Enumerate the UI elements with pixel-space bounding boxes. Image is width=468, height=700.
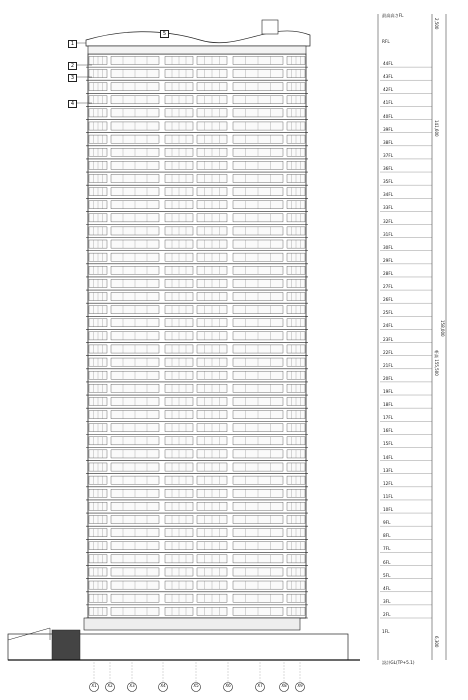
floor-level-label: 30FL <box>383 244 394 250</box>
floor-level-label: 28FL <box>383 270 394 276</box>
floor-level-label: 37FL <box>383 152 394 158</box>
floor-level-label: 33FL <box>383 205 394 211</box>
rooftop-crown <box>86 20 310 54</box>
floor-level-label: 44FL <box>383 61 394 67</box>
dimension-bottom-span: 6,300 <box>434 636 439 648</box>
level-ground: 1FL <box>382 629 390 634</box>
floor-level-label: 31FL <box>383 231 394 237</box>
floor-level-label: 38FL <box>383 139 394 145</box>
callout-tag: 4 <box>68 100 77 108</box>
floor-level-label: 40FL <box>383 113 394 119</box>
dimension-top-span: 2,500 <box>434 18 439 30</box>
floor-level-label: 17FL <box>383 415 394 421</box>
floor-level-label: 35FL <box>383 179 394 185</box>
floor-level-label: 4FL <box>383 585 391 591</box>
floor-level-label: 27FL <box>383 284 394 290</box>
floor-level-label: 3FL <box>383 598 391 604</box>
floor-level-label: 10FL <box>383 507 394 513</box>
callout-tag: 1 <box>68 40 77 48</box>
level-base: 設計GL(TP+5.1) <box>382 660 415 665</box>
grid-label: X2 <box>107 683 113 688</box>
floor-level-label: 14FL <box>383 454 394 460</box>
callout-tag: 5 <box>160 30 169 38</box>
floor-level-label: 2FL <box>383 612 391 617</box>
floor-level-label: 42FL <box>383 87 394 93</box>
floor-level-label: 8FL <box>383 533 391 539</box>
callout-tag: 2 <box>68 62 77 70</box>
floor-level-label: 39FL <box>383 126 394 132</box>
floor-level-label: 26FL <box>383 297 394 303</box>
floor-level-label: 11FL <box>383 493 394 499</box>
grid-label: X4 <box>160 683 166 688</box>
level-roof: RFL <box>382 39 390 44</box>
floor-level-label: 6FL <box>383 559 391 565</box>
grid-label: X9 <box>297 683 303 688</box>
floor-level-label: 21FL <box>383 362 394 368</box>
grid-label: X1 <box>91 683 97 688</box>
grid-label: X7 <box>257 683 263 688</box>
tower-body <box>75 33 308 618</box>
level-roof-top: 最高高さFL <box>382 13 404 18</box>
grid-label: X6 <box>225 683 231 688</box>
floor-level-label: 7FL <box>383 546 391 552</box>
grid-label: X8 <box>281 683 287 688</box>
floor-level-label: 32FL <box>383 218 394 224</box>
floor-level-label: 25FL <box>383 310 394 316</box>
floor-level-label: 15FL <box>383 441 394 447</box>
floor-level-label: 20FL <box>383 375 394 381</box>
floor-level-label: 5FL <box>383 572 391 578</box>
floor-level-label: 18FL <box>383 402 394 408</box>
grid-label: X3 <box>129 683 135 688</box>
callout-tag: 3 <box>68 74 77 82</box>
floor-level-label: 41FL <box>383 100 394 106</box>
dimension-mid-span: 141,600 <box>434 120 439 137</box>
floor-level-label: 43FL <box>383 74 394 80</box>
floor-level-label: 22FL <box>383 349 394 355</box>
floor-level-label: 34FL <box>383 192 394 198</box>
floor-level-label: 23FL <box>383 336 394 342</box>
floor-level-label: 12FL <box>383 480 394 486</box>
podium-base <box>8 618 360 660</box>
floor-level-label: 29FL <box>383 257 394 263</box>
grid-label: X5 <box>193 683 199 688</box>
floor-level-label: 16FL <box>383 428 394 434</box>
floor-level-label: 24FL <box>383 323 394 329</box>
floor-level-label: 13FL <box>383 467 394 473</box>
dimension-eave-height: 軒高 155,500 <box>434 350 439 376</box>
dimension-total-height: 158,000 <box>440 320 445 337</box>
floor-level-label: 9FL <box>383 520 391 526</box>
floor-level-label: 36FL <box>383 166 394 172</box>
floor-level-label: 19FL <box>383 389 394 395</box>
